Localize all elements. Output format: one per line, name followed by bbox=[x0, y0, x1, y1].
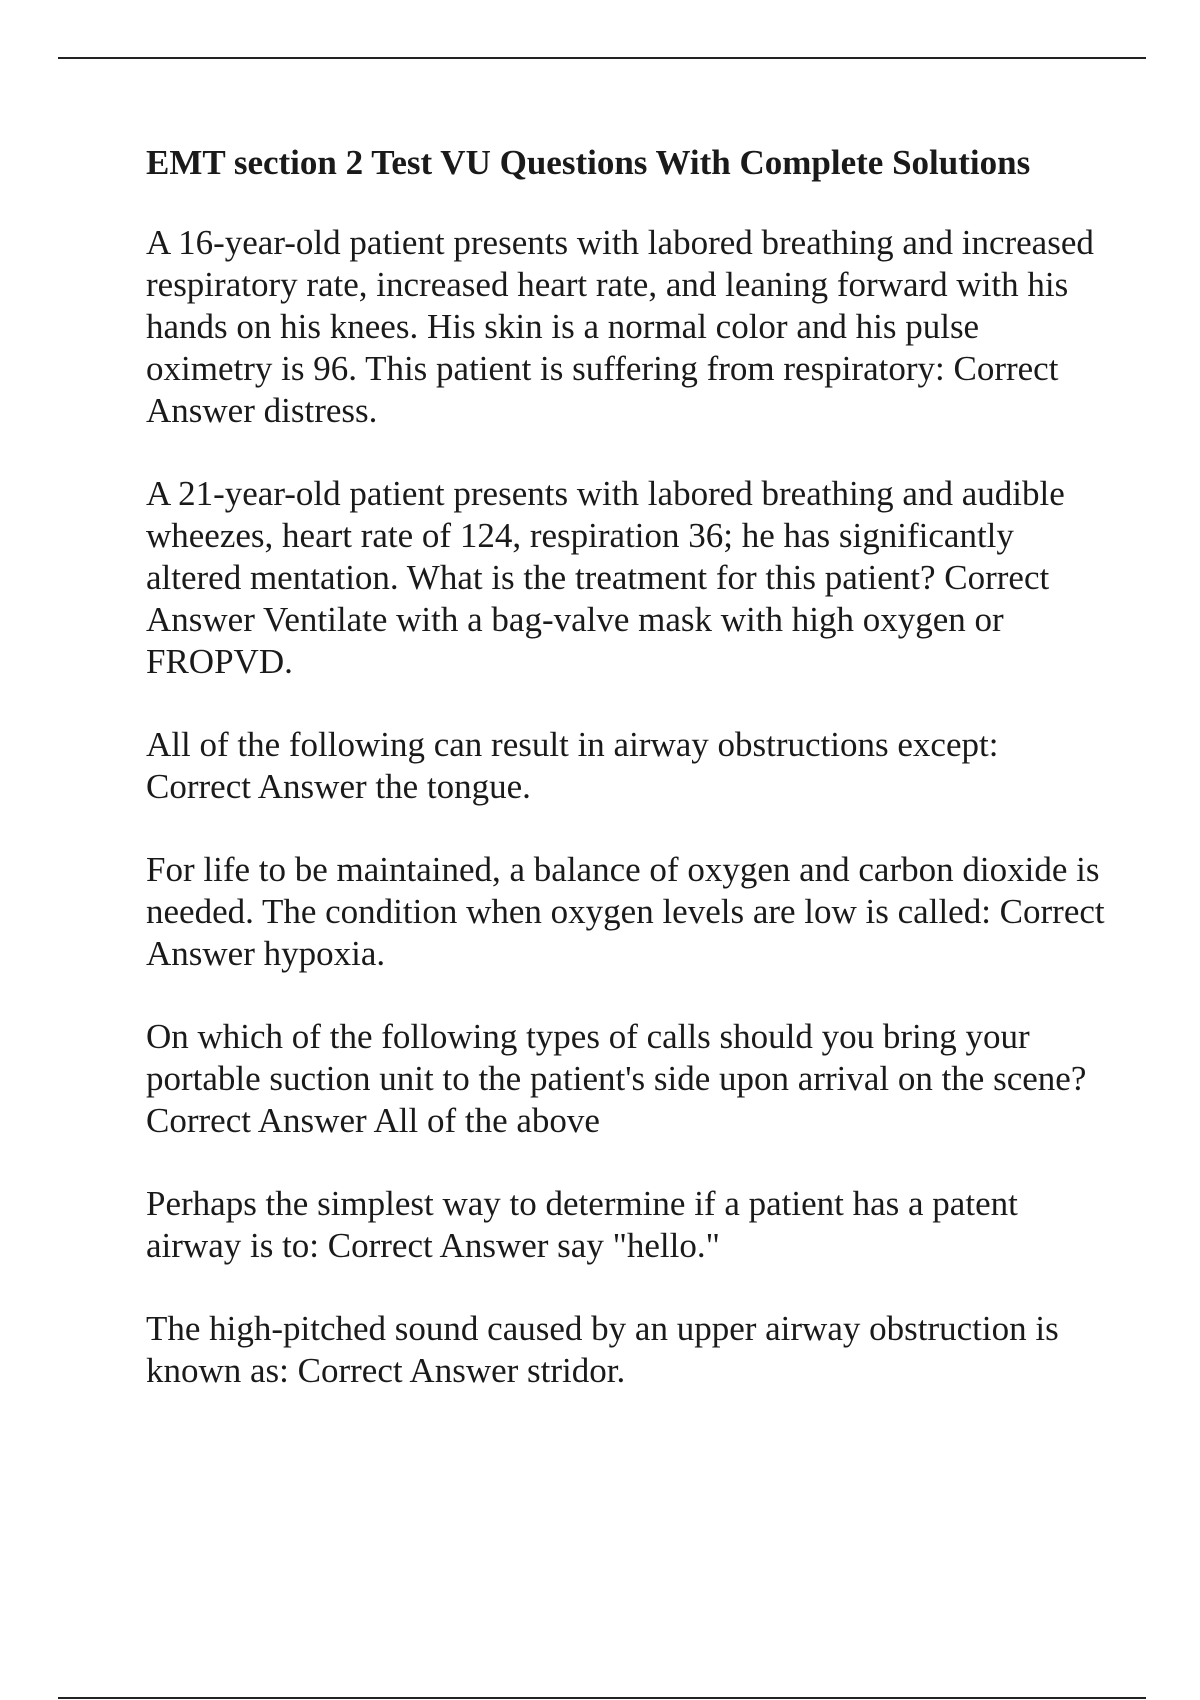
qa-item bbox=[146, 1308, 1106, 1392]
answer-label: Correct Answer bbox=[146, 349, 1066, 430]
answer-label: Correct Answer bbox=[146, 558, 1057, 639]
qa-item bbox=[146, 1016, 1106, 1142]
question-text: A 21-year-old patient presents with labored breathing and audible wheezes, heart rate of 124, respiration 36; he has significantly altered mentation. What is the treatment for this patient? bbox=[146, 474, 1074, 597]
qa-item bbox=[146, 222, 1106, 432]
footer-rule bbox=[58, 1697, 1146, 1699]
answer-label: Correct Answer bbox=[297, 1351, 519, 1390]
qa-item bbox=[146, 473, 1106, 683]
question-text: For life to be maintained, a balance of oxygen and carbon dioxide is needed. The condition when oxygen levels are low is called: bbox=[146, 850, 1109, 931]
answer-text: say "hello." bbox=[557, 1226, 720, 1265]
answer-label: Correct Answer bbox=[327, 1226, 549, 1265]
document-content bbox=[146, 142, 1112, 1433]
answer-text: the tongue. bbox=[375, 767, 531, 806]
answer-text: stridor. bbox=[527, 1351, 626, 1390]
question-text: The high-pitched sound caused by an upper airway obstruction is known as: bbox=[146, 1309, 1068, 1390]
question-text: A 16-year-old patient presents with labored breathing and increased respiratory rate, increased heart rate, and leaning forward with his hands on his knees. His skin is a normal color and his pulse oximetry is 96. This patient is suffering from respiratory: bbox=[146, 223, 1103, 388]
answer-label: Correct Answer bbox=[146, 892, 1112, 973]
question-text: All of the following can result in airway obstructions except: bbox=[146, 725, 999, 764]
qa-item bbox=[146, 1183, 1106, 1267]
qa-item bbox=[146, 724, 1106, 808]
answer-label: Correct Answer bbox=[146, 1101, 367, 1140]
answer-text: hypoxia. bbox=[263, 934, 386, 973]
answer-text: Ventilate with a bag-valve mask with high oxygen or FROPVD. bbox=[146, 600, 1013, 681]
question-text: On which of the following types of calls should you bring your portable suction unit to the patient's side upon arrival on the scene? bbox=[146, 1017, 1087, 1098]
header-rule bbox=[58, 57, 1146, 59]
answer-text: All of the above bbox=[373, 1101, 600, 1140]
answer-text: distress. bbox=[263, 391, 378, 430]
question-text: Perhaps the simplest way to determine if a patient has a patent airway is to: bbox=[146, 1184, 1027, 1265]
answer-label: Correct Answer bbox=[146, 767, 367, 806]
qa-item bbox=[146, 849, 1112, 975]
document-title: EMT section 2 Test VU Questions With Complete Solutions bbox=[146, 143, 1031, 182]
